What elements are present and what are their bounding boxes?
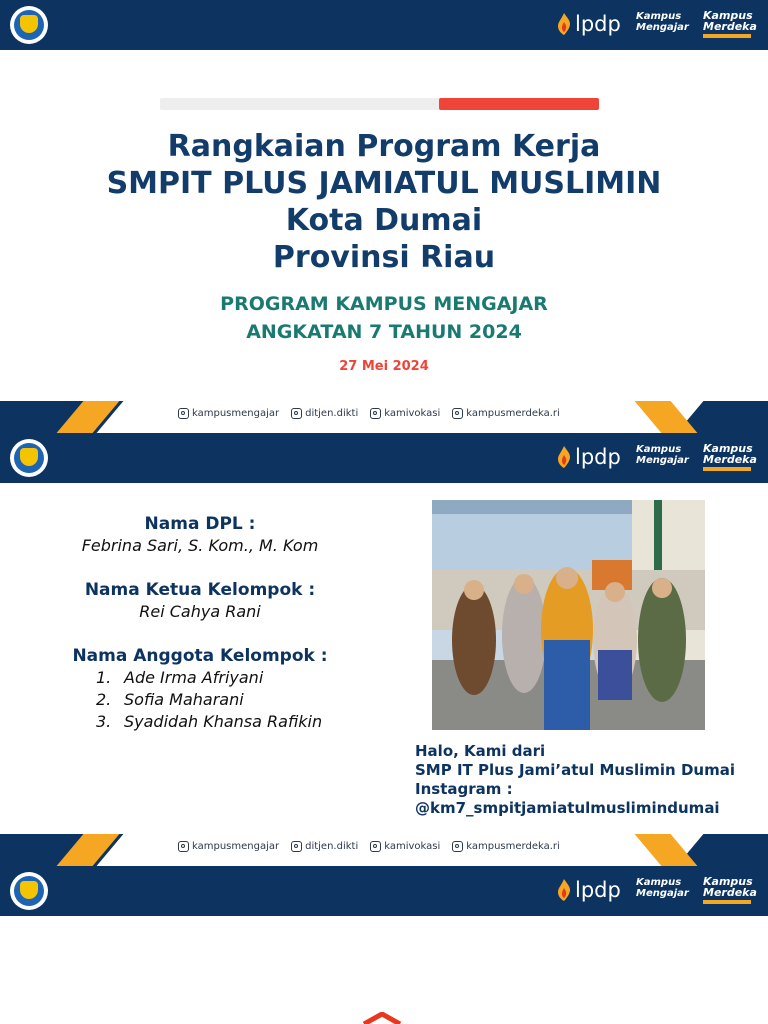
kampus-mengajar-logo: Kampus Mengajar [636,11,689,33]
title-line: Provinsi Riau [272,240,496,275]
ministry-logo-icon [10,6,48,44]
social-links [178,841,560,852]
instagram-icon [291,408,302,419]
instagram-handle[interactable]: @km7_smpitjamiatulmuslimindumai [415,799,720,817]
social-link[interactable]: kampusmerdeka.ri [452,408,560,419]
subtitle-line: PROGRAM KAMPUS MENGAJAR [220,293,548,315]
group-photo [432,500,705,730]
progress-fill [439,98,599,110]
roof-shape-icon [360,1012,404,1024]
instagram-icon [291,841,302,852]
caption-line: Halo, Kami dari [415,742,546,760]
caption-line: Instagram : [415,780,513,798]
instagram-icon [178,408,189,419]
school-caption [415,742,735,818]
title-line: Rangkaian Program Kerja [167,129,601,164]
caption-line: SMP IT Plus Jami’atul Muslimin Dumai [415,761,735,779]
kampus-merdeka-logo: Kampus Merdeka [703,876,757,904]
instagram-icon [452,841,463,852]
members-list [0,667,400,733]
leader-value: Rei Cahya Rani [139,602,261,621]
lpdp-text: lpdp [575,12,621,36]
ministry-logo-icon [10,439,48,477]
footer-bar [0,401,768,433]
instagram-icon [452,408,463,419]
slide-3 [0,866,768,1024]
social-link[interactable]: kampusmerdeka.ri [452,841,560,852]
title-line: SMPIT PLUS JAMIATUL MUSLIMIN [106,166,662,201]
header-bar [0,866,768,916]
kampus-merdeka-logo: Kampus Merdeka [703,443,757,471]
social-link[interactable]: kampusmengajar [178,408,279,419]
social-link[interactable]: kamivokasi [370,408,440,419]
social-link[interactable]: ditjen.dikti [291,841,358,852]
team-info [0,513,400,733]
kampus-merdeka-logo: Kampus Merdeka [703,10,757,38]
lpdp-text: lpdp [575,445,621,469]
group-photo-image [432,500,705,730]
dpl-value: Febrina Sari, S. Kom., M. Kom [81,536,319,555]
page-title [0,128,768,276]
members-label: Nama Anggota Kelompok : [72,646,328,666]
list-item: 3. Syadidah Khansa Rafikin [96,712,323,731]
lpdp-text: lpdp [575,878,621,902]
lpdp-logo [556,877,621,903]
progress-bar [160,98,599,110]
lpdp-flame-icon [556,446,572,468]
dpl-label: Nama DPL : [144,514,256,534]
ministry-logo-icon [10,872,48,910]
kampus-mengajar-logo: Kampus Mengajar [636,877,689,899]
subtitle-line: ANGKATAN 7 TAHUN 2024 [246,321,522,343]
instagram-icon [370,408,381,419]
lpdp-flame-icon [556,13,572,35]
header-bar [0,433,768,483]
header-bar [0,0,768,50]
lpdp-logo [556,444,621,470]
social-link[interactable]: ditjen.dikti [291,408,358,419]
program-subtitle [0,290,768,346]
instagram-icon [178,841,189,852]
slide-1 [0,0,768,433]
list-item: 1. Ade Irma Afriyani [96,668,264,687]
footer-bar [0,834,768,866]
instagram-icon [370,841,381,852]
list-item: 2. Sofia Maharani [96,690,244,709]
title-line: Kota Dumai [285,203,483,238]
social-link[interactable]: kampusmengajar [178,841,279,852]
date-text: 27 Mei 2024 [339,359,429,374]
kampus-mengajar-logo: Kampus Mengajar [636,444,689,466]
lpdp-logo [556,11,621,37]
lpdp-flame-icon [556,879,572,901]
social-link[interactable]: kamivokasi [370,841,440,852]
social-links [178,408,560,419]
leader-label: Nama Ketua Kelompok : [84,580,316,600]
